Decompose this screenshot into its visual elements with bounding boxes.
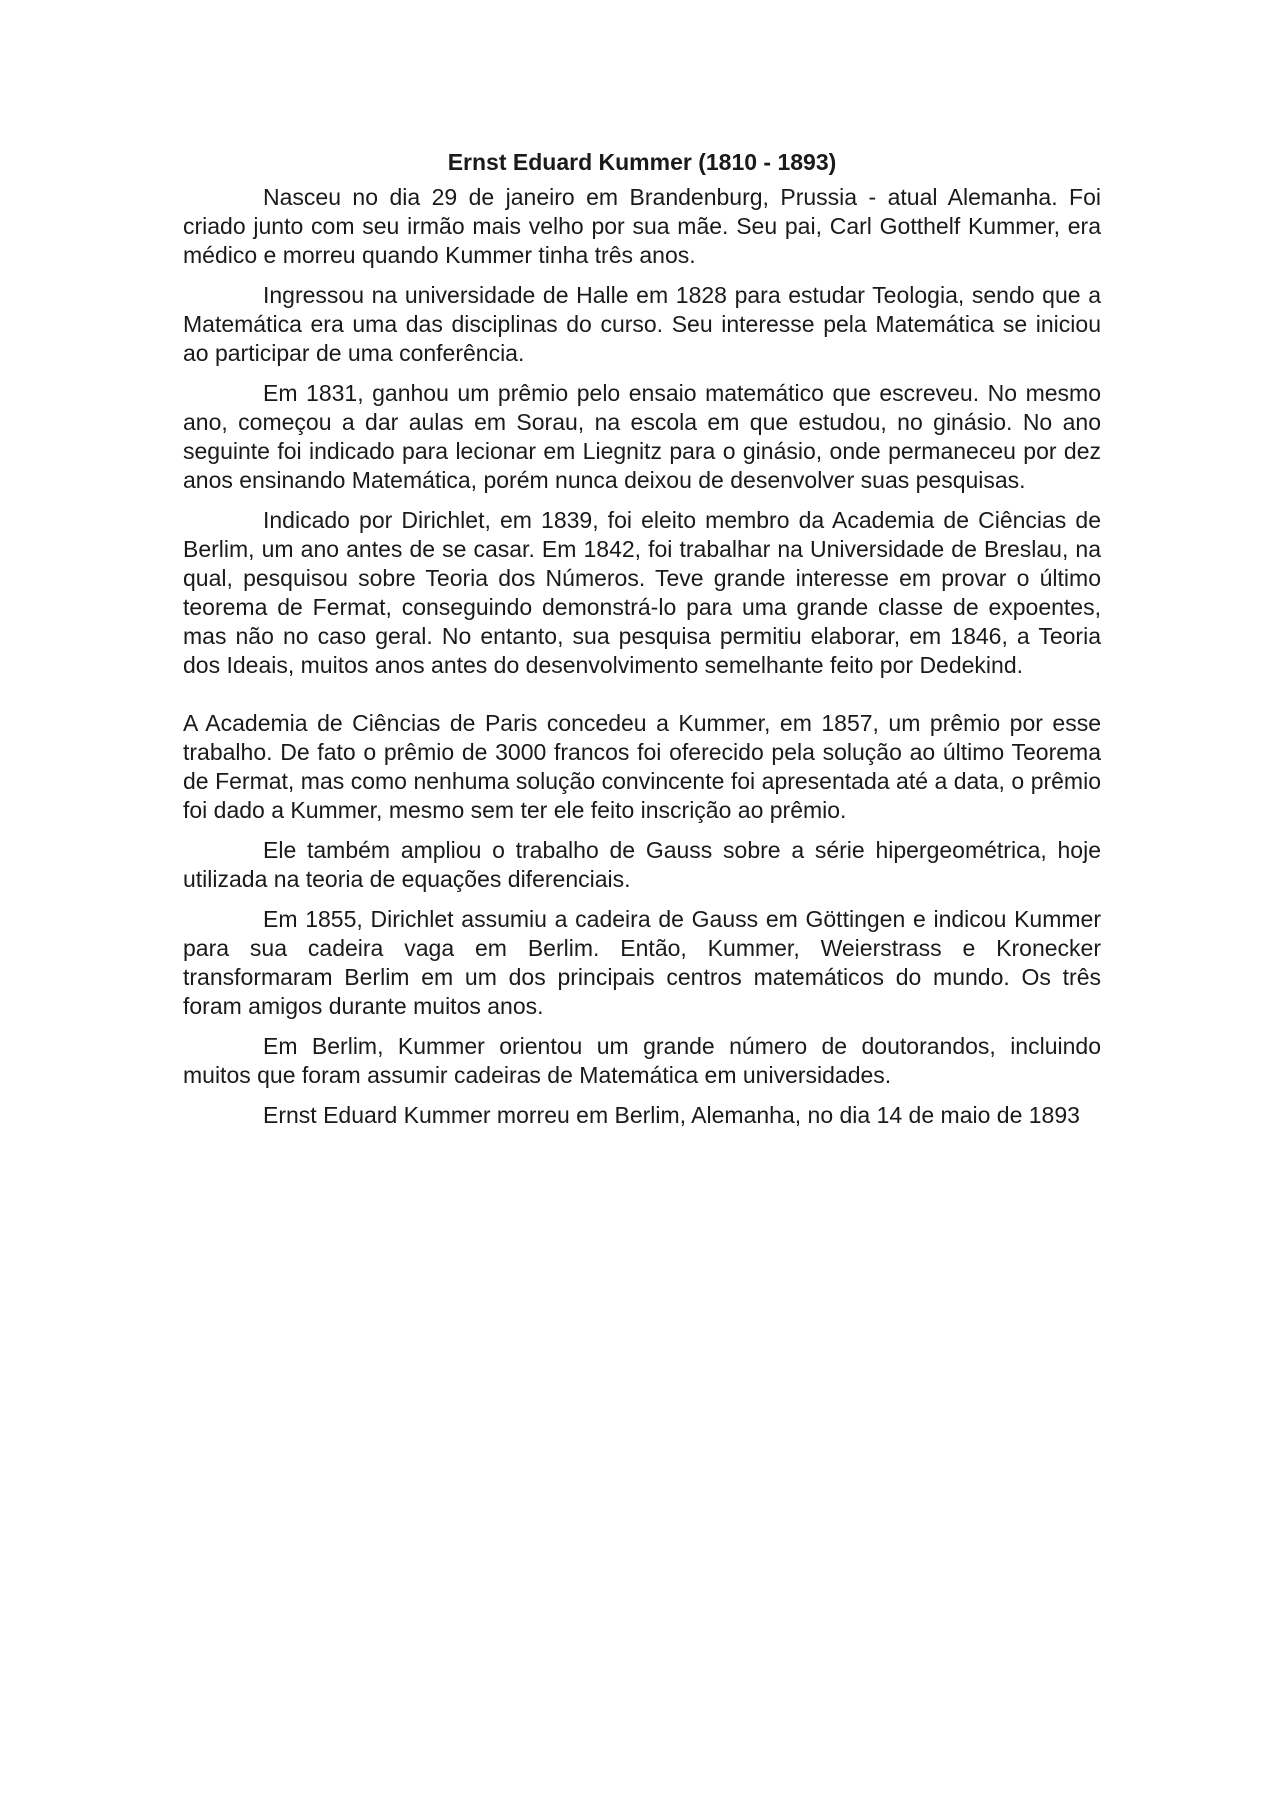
paragraph-berlin-chair: Em 1855, Dirichlet assumiu a cadeira de Gauss em Göttingen e indicou Kummer para sua cadeira vaga em Berlim. Então, Kummer, Weierstrass e Kronecker transformaram Berlim em um dos principais centros matemáticos do mundo. Os três foram amigos durante muitos anos. (183, 906, 1101, 1019)
paragraph-early-career: Em 1831, ganhou um prêmio pelo ensaio matemático que escreveu. No mesmo ano, começou a dar aulas em Sorau, na escola em que estudou, no ginásio. No ano seguinte foi indicado para lecionar em Liegnitz para o ginásio, onde permaneceu por dez anos ensinando Matemática, porém nunca deixou de desenvolver suas pesquisas. (183, 380, 1101, 493)
paragraph-education: Ingressou na universidade de Halle em 1828 para estudar Teologia, sendo que a Matemática era uma das disciplinas do curso. Seu interesse pela Matemática se iniciou ao participar de uma conferência. (183, 282, 1101, 366)
paragraph-paris-prize: A Academia de Ciências de Paris concedeu a Kummer, em 1857, um prêmio por esse trabalho. De fato o prêmio de 3000 francos foi oferecido pela solução ao último Teorema de Fermat, mas como nenhuma solução convincente foi apresentada até a data, o prêmio foi dado a Kummer, mesmo sem ter ele feito inscrição ao prêmio. (183, 710, 1101, 823)
paragraph-gauss-work: Ele também ampliou o trabalho de Gauss sobre a série hipergeométrica, hoje utilizada na teoria de equações diferenciais. (183, 837, 1101, 892)
paragraph-birth: Nasceu no dia 29 de janeiro em Brandenburg, Prussia - atual Alemanha. Foi criado junto com seu irmão mais velho por sua mãe. Seu pai, Carl Gotthelf Kummer, era médico e morreu quando Kummer tinha três anos. (183, 184, 1101, 268)
document-page (183, 148, 1101, 1141)
paragraph-academy-berlin: Indicado por Dirichlet, em 1839, foi eleito membro da Academia de Ciências de Berlim, um ano antes de se casar. Em 1842, foi trabalhar na Universidade de Breslau, na qual, pesquisou sobre Teoria dos Números. Teve grande interesse em provar o último teorema de Fermat, conseguindo demonstrá-lo para uma grande classe de expoentes, mas não no caso geral. No entanto, sua pesquisa permitiu elaborar, em 1846, a Teoria dos Ideais, muitos anos antes do desenvolvimento semelhante feito por Dedekind. (183, 507, 1101, 678)
paragraph-death: Ernst Eduard Kummer morreu em Berlim, Alemanha, no dia 14 de maio de 1893 (263, 1102, 1080, 1128)
document-title: Ernst Eduard Kummer (1810 - 1893) (447, 149, 837, 175)
paragraph-doctoral-students: Em Berlim, Kummer orientou um grande número de doutorandos, incluindo muitos que foram assumir cadeiras de Matemática em universidades. (183, 1033, 1101, 1088)
